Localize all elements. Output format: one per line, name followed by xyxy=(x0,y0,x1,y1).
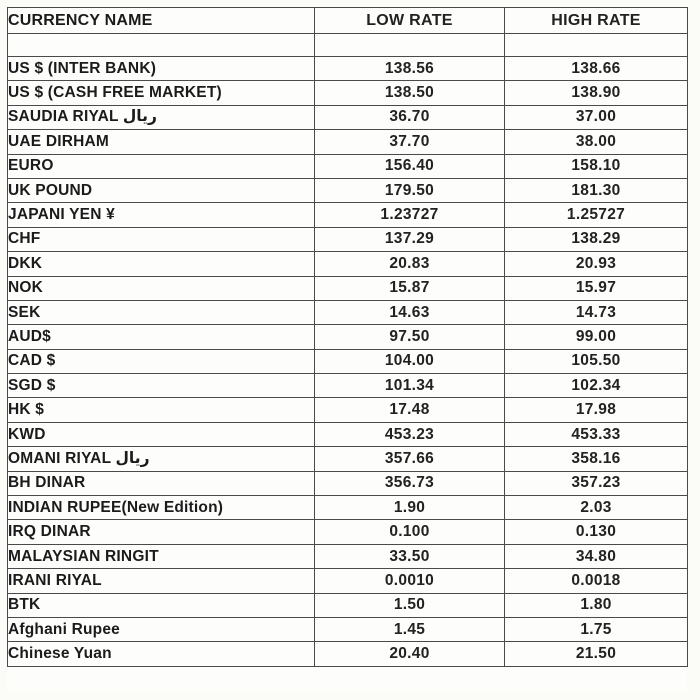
high-rate-cell: 0.130 xyxy=(505,520,688,544)
high-rate-cell: 0.0018 xyxy=(505,569,688,593)
currency-name-cell: US $ (CASH FREE MARKET) xyxy=(8,81,315,105)
currency-name-cell: BH DINAR xyxy=(8,471,315,495)
table-row xyxy=(8,422,688,446)
low-rate-cell: 138.50 xyxy=(315,81,505,105)
high-rate-cell: 1.75 xyxy=(505,617,688,641)
low-rate-cell: 20.40 xyxy=(315,642,505,666)
low-rate-cell: 179.50 xyxy=(315,178,505,202)
high-rate-cell: 38.00 xyxy=(505,130,688,154)
table-row xyxy=(8,178,688,202)
table-row xyxy=(8,496,688,520)
high-rate-cell: 158.10 xyxy=(505,154,688,178)
table-row xyxy=(8,544,688,568)
high-rate-cell: 21.50 xyxy=(505,642,688,666)
high-rate-cell: 138.29 xyxy=(505,227,688,251)
low-rate-cell: 357.66 xyxy=(315,447,505,471)
blank-cell xyxy=(505,34,688,57)
high-rate-cell: 1.25727 xyxy=(505,203,688,227)
rates-sheet xyxy=(7,7,687,692)
high-rate-cell: 181.30 xyxy=(505,178,688,202)
header-row xyxy=(8,8,688,34)
low-rate-cell: 33.50 xyxy=(315,544,505,568)
low-rate-cell: 0.0010 xyxy=(315,569,505,593)
table-row xyxy=(8,276,688,300)
high-rate-cell: 357.23 xyxy=(505,471,688,495)
header-currency-name: CURRENCY NAME xyxy=(8,8,315,34)
table-row xyxy=(8,569,688,593)
table-row xyxy=(8,300,688,324)
currency-name-cell: CAD $ xyxy=(8,349,315,373)
table-row xyxy=(8,520,688,544)
high-rate-cell: 2.03 xyxy=(505,496,688,520)
currency-name-cell: UK POUND xyxy=(8,178,315,202)
table-row xyxy=(8,81,688,105)
currency-name-cell: KWD xyxy=(8,422,315,446)
table-row xyxy=(8,471,688,495)
table-row xyxy=(8,154,688,178)
table-row xyxy=(8,130,688,154)
blank-cell xyxy=(8,34,315,57)
currency-name-cell: JAPANI YEN ¥ xyxy=(8,203,315,227)
header-high-rate: HIGH RATE xyxy=(505,8,688,34)
table-row xyxy=(8,642,688,666)
table-row xyxy=(8,593,688,617)
low-rate-cell: 1.45 xyxy=(315,617,505,641)
high-rate-cell: 453.33 xyxy=(505,422,688,446)
low-rate-cell: 101.34 xyxy=(315,374,505,398)
low-rate-cell: 1.23727 xyxy=(315,203,505,227)
table-row xyxy=(8,227,688,251)
low-rate-cell: 0.100 xyxy=(315,520,505,544)
blank-row xyxy=(8,34,688,57)
table-row xyxy=(8,349,688,373)
currency-name-cell: HK $ xyxy=(8,398,315,422)
low-rate-cell: 356.73 xyxy=(315,471,505,495)
currency-name-cell: SEK xyxy=(8,300,315,324)
currency-rates-table xyxy=(7,7,688,667)
table-row xyxy=(8,57,688,81)
high-rate-cell: 37.00 xyxy=(505,105,688,129)
rates-body xyxy=(8,34,688,667)
currency-name-cell: UAE DIRHAM xyxy=(8,130,315,154)
low-rate-cell: 17.48 xyxy=(315,398,505,422)
high-rate-cell: 102.34 xyxy=(505,374,688,398)
table-row xyxy=(8,398,688,422)
high-rate-cell: 20.93 xyxy=(505,252,688,276)
currency-name-cell: INDIAN RUPEE(New Edition) xyxy=(8,496,315,520)
currency-name-cell: US $ (INTER BANK) xyxy=(8,57,315,81)
high-rate-cell: 138.90 xyxy=(505,81,688,105)
low-rate-cell: 97.50 xyxy=(315,325,505,349)
currency-name-cell: DKK xyxy=(8,252,315,276)
low-rate-cell: 137.29 xyxy=(315,227,505,251)
currency-name-cell: OMANI RIYAL ریال xyxy=(8,447,315,471)
table-row xyxy=(8,325,688,349)
table-row xyxy=(8,105,688,129)
currency-name-cell: SAUDIA RIYAL ریال xyxy=(8,105,315,129)
high-rate-cell: 15.97 xyxy=(505,276,688,300)
currency-name-cell: CHF xyxy=(8,227,315,251)
currency-name-cell: Afghani Rupee xyxy=(8,617,315,641)
blank-cell xyxy=(315,34,505,57)
low-rate-cell: 20.83 xyxy=(315,252,505,276)
high-rate-cell: 17.98 xyxy=(505,398,688,422)
high-rate-cell: 99.00 xyxy=(505,325,688,349)
low-rate-cell: 156.40 xyxy=(315,154,505,178)
currency-name-cell: IRANI RIYAL xyxy=(8,569,315,593)
currency-name-cell: MALAYSIAN RINGIT xyxy=(8,544,315,568)
low-rate-cell: 104.00 xyxy=(315,349,505,373)
low-rate-cell: 1.50 xyxy=(315,593,505,617)
high-rate-cell: 14.73 xyxy=(505,300,688,324)
table-row xyxy=(8,617,688,641)
currency-name-cell: BTK xyxy=(8,593,315,617)
high-rate-cell: 1.80 xyxy=(505,593,688,617)
low-rate-cell: 1.90 xyxy=(315,496,505,520)
low-rate-cell: 138.56 xyxy=(315,57,505,81)
high-rate-cell: 34.80 xyxy=(505,544,688,568)
table-row xyxy=(8,447,688,471)
currency-name-cell: SGD $ xyxy=(8,374,315,398)
high-rate-cell: 105.50 xyxy=(505,349,688,373)
table-row xyxy=(8,252,688,276)
table-row xyxy=(8,203,688,227)
header-low-rate: LOW RATE xyxy=(315,8,505,34)
currency-name-cell: IRQ DINAR xyxy=(8,520,315,544)
low-rate-cell: 37.70 xyxy=(315,130,505,154)
currency-name-cell: EURO xyxy=(8,154,315,178)
low-rate-cell: 36.70 xyxy=(315,105,505,129)
low-rate-cell: 14.63 xyxy=(315,300,505,324)
currency-name-cell: Chinese Yuan xyxy=(8,642,315,666)
table-row xyxy=(8,374,688,398)
currency-name-cell: NOK xyxy=(8,276,315,300)
low-rate-cell: 15.87 xyxy=(315,276,505,300)
currency-name-cell: AUD$ xyxy=(8,325,315,349)
low-rate-cell: 453.23 xyxy=(315,422,505,446)
high-rate-cell: 138.66 xyxy=(505,57,688,81)
high-rate-cell: 358.16 xyxy=(505,447,688,471)
